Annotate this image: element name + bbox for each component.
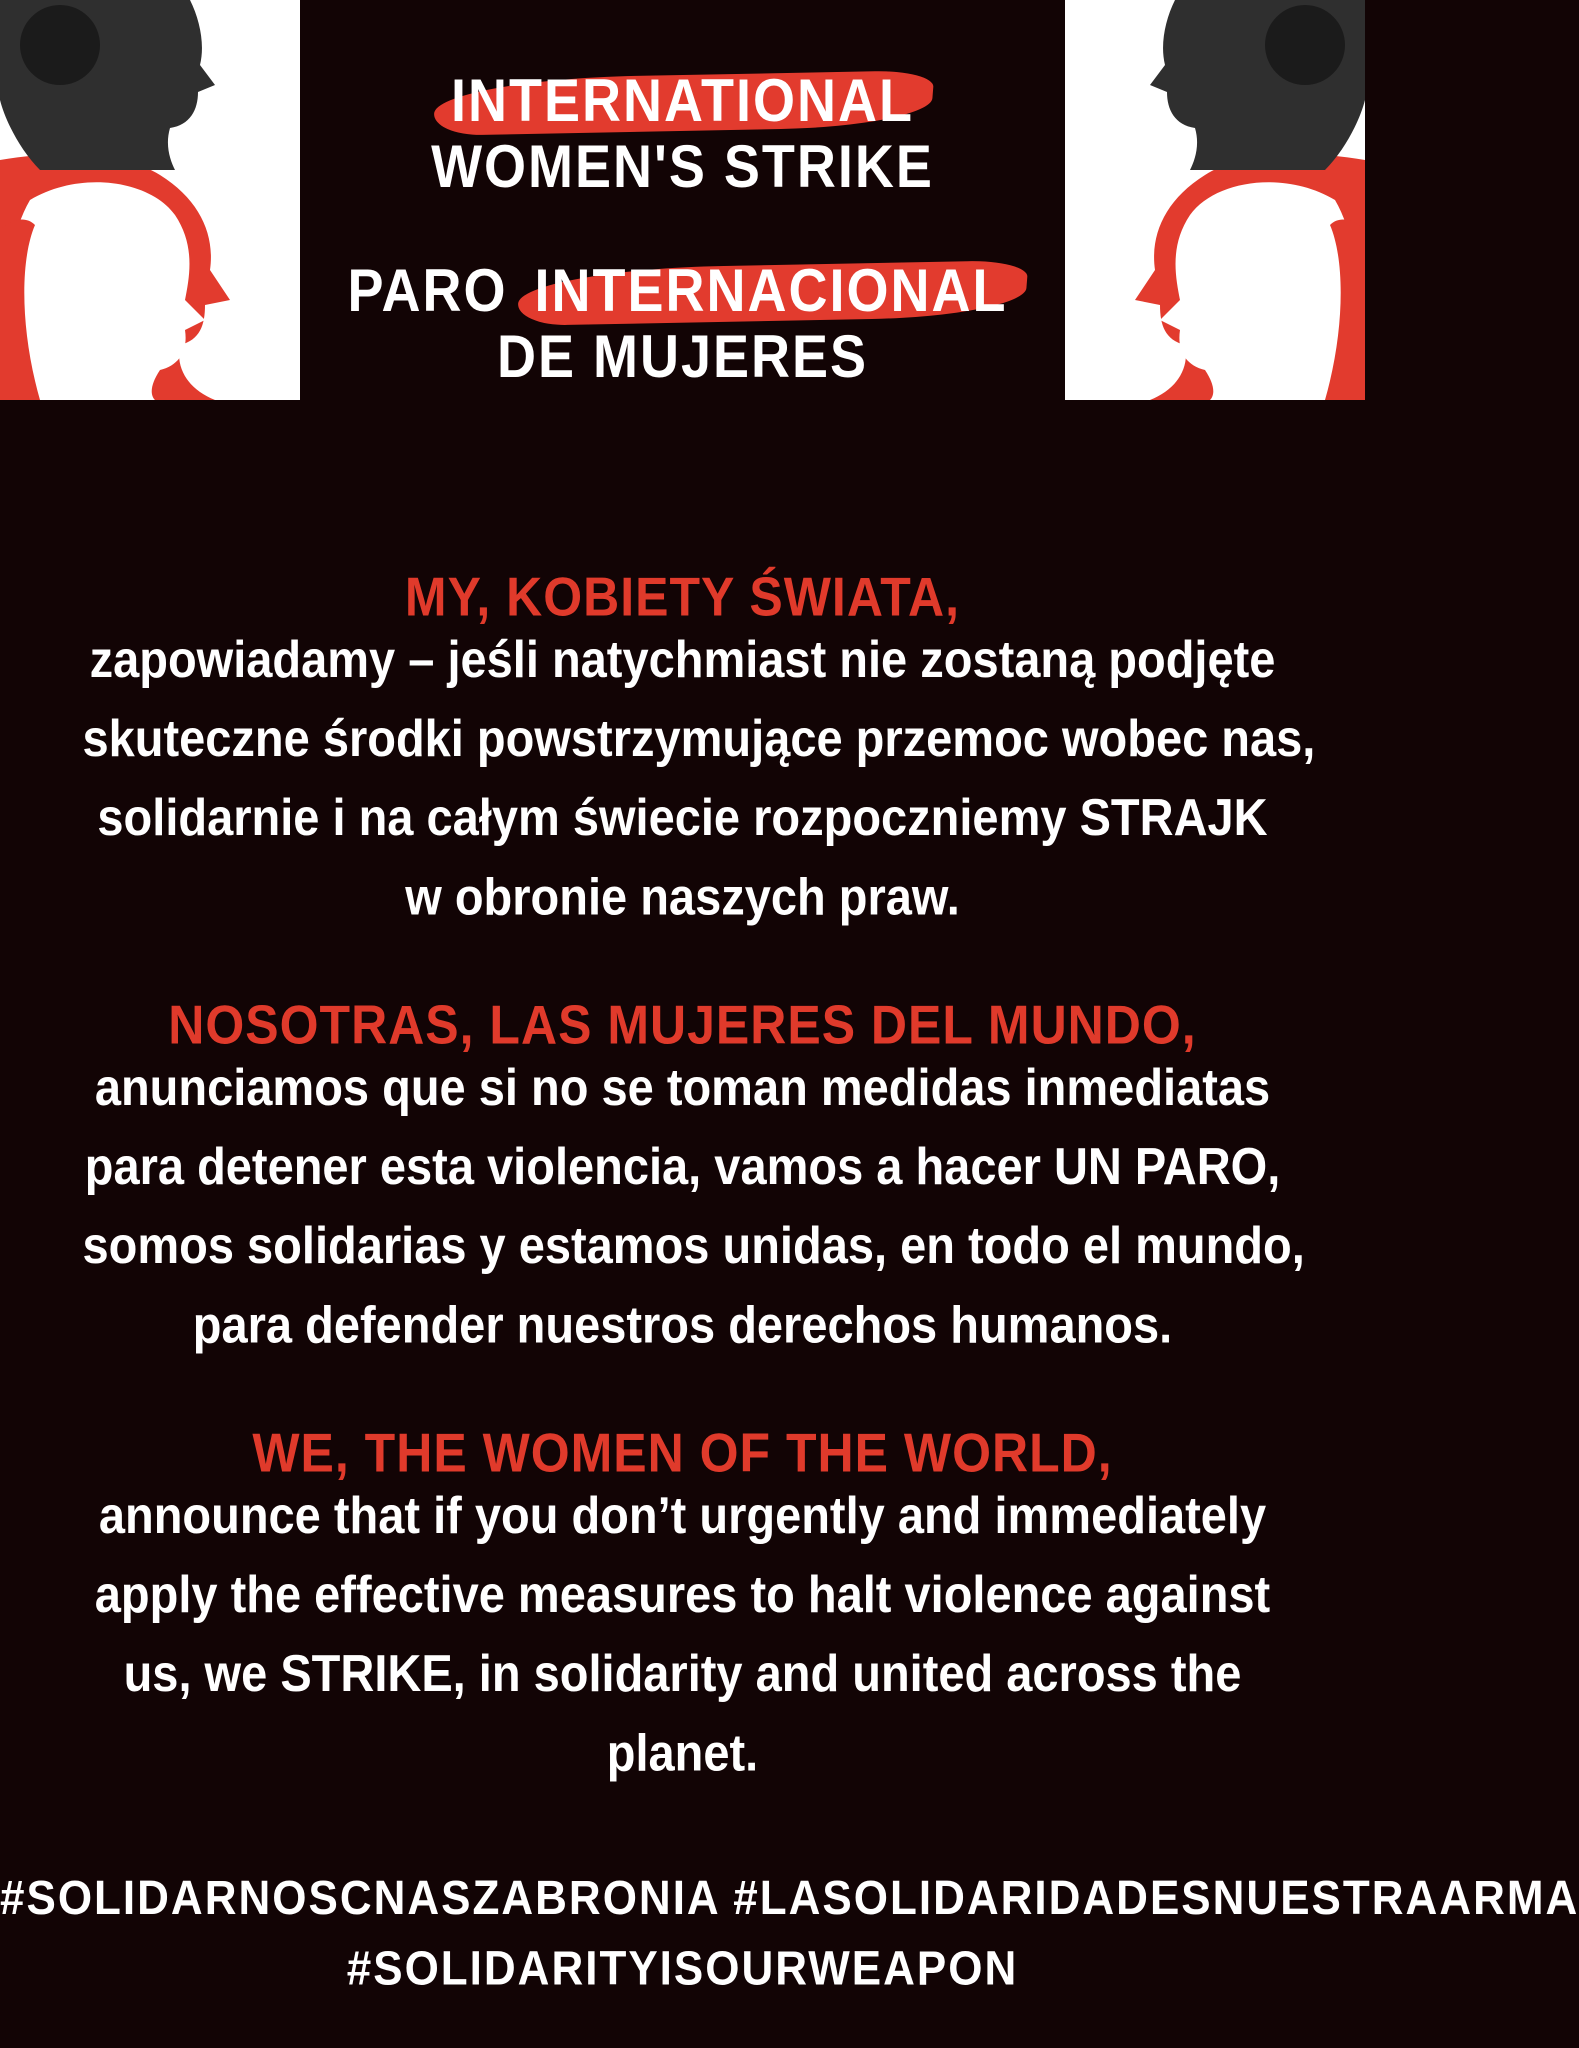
statement-heading: NOSOTRAS, LAS MUJERES DEL MUNDO,: [168, 994, 1197, 1056]
hashtag-line: #SOLIDARITYISOURWEAPON: [346, 1941, 1019, 1996]
brush-highlight: INTERNACIONAL: [525, 256, 1018, 325]
hashtag-line: #SOLIDARNOSCNASZABRONIA #LASOLIDARIDADESNUESTRAARMA: [0, 1871, 1579, 1926]
statement-line: para defender nuestros derechos humanos.: [192, 1295, 1173, 1354]
statement-line: announce that if you don’t urgently and immediately: [98, 1485, 1267, 1544]
header-band: [0, 0, 1365, 400]
statement-line: apply the effective measures to halt violence against: [94, 1564, 1271, 1623]
title-es-line1: PARO INTERNACIONAL: [0, 256, 1365, 325]
statement-line: para detener esta violencia, vamos a hacer UN PARO,: [84, 1136, 1281, 1195]
statement-line: somos solidarias y estamos unidas, en todo el mundo,: [82, 1215, 1305, 1275]
title-en-line2: WOMEN'S STRIKE: [431, 133, 934, 201]
title-es-line2: DE MUJERES: [496, 323, 869, 391]
statement-heading: WE, THE WOMEN OF THE WORLD,: [252, 1422, 1113, 1484]
statement-paragraph: [83, 1476, 1283, 1793]
statement-line: anunciamos que si no se toman medidas inmediatas: [94, 1057, 1271, 1116]
statement-line: planet.: [606, 1723, 759, 1782]
statement-spanish: [0, 988, 1365, 1354]
brush-highlight: INTERNATIONAL: [441, 66, 924, 135]
statement-line: solidarnie i na całym świecie rozpoczniemy STRAJK: [97, 787, 1268, 847]
statement-content: [0, 560, 1365, 1844]
statement-paragraph: [82, 1048, 1305, 1365]
title-en-line1: [0, 66, 1365, 135]
statement-line: w obronie naszych praw.: [405, 867, 960, 926]
statement-polish: [0, 560, 1365, 926]
statement-english: [0, 1416, 1365, 1782]
statement-heading: MY, KOBIETY ŚWIATA,: [404, 566, 961, 628]
statement-line: zapowiadamy – jeśli natychmiast nie zostaną podjęte: [89, 629, 1276, 688]
statement-line: us, we STRIKE, in solidarity and united across the: [123, 1643, 1242, 1703]
title-block: [0, 0, 1365, 400]
hashtags: [0, 1864, 1579, 2005]
statement-line: skuteczne środki powstrzymujące przemoc wobec nas,: [82, 708, 1316, 767]
statement-paragraph: [82, 620, 1316, 937]
